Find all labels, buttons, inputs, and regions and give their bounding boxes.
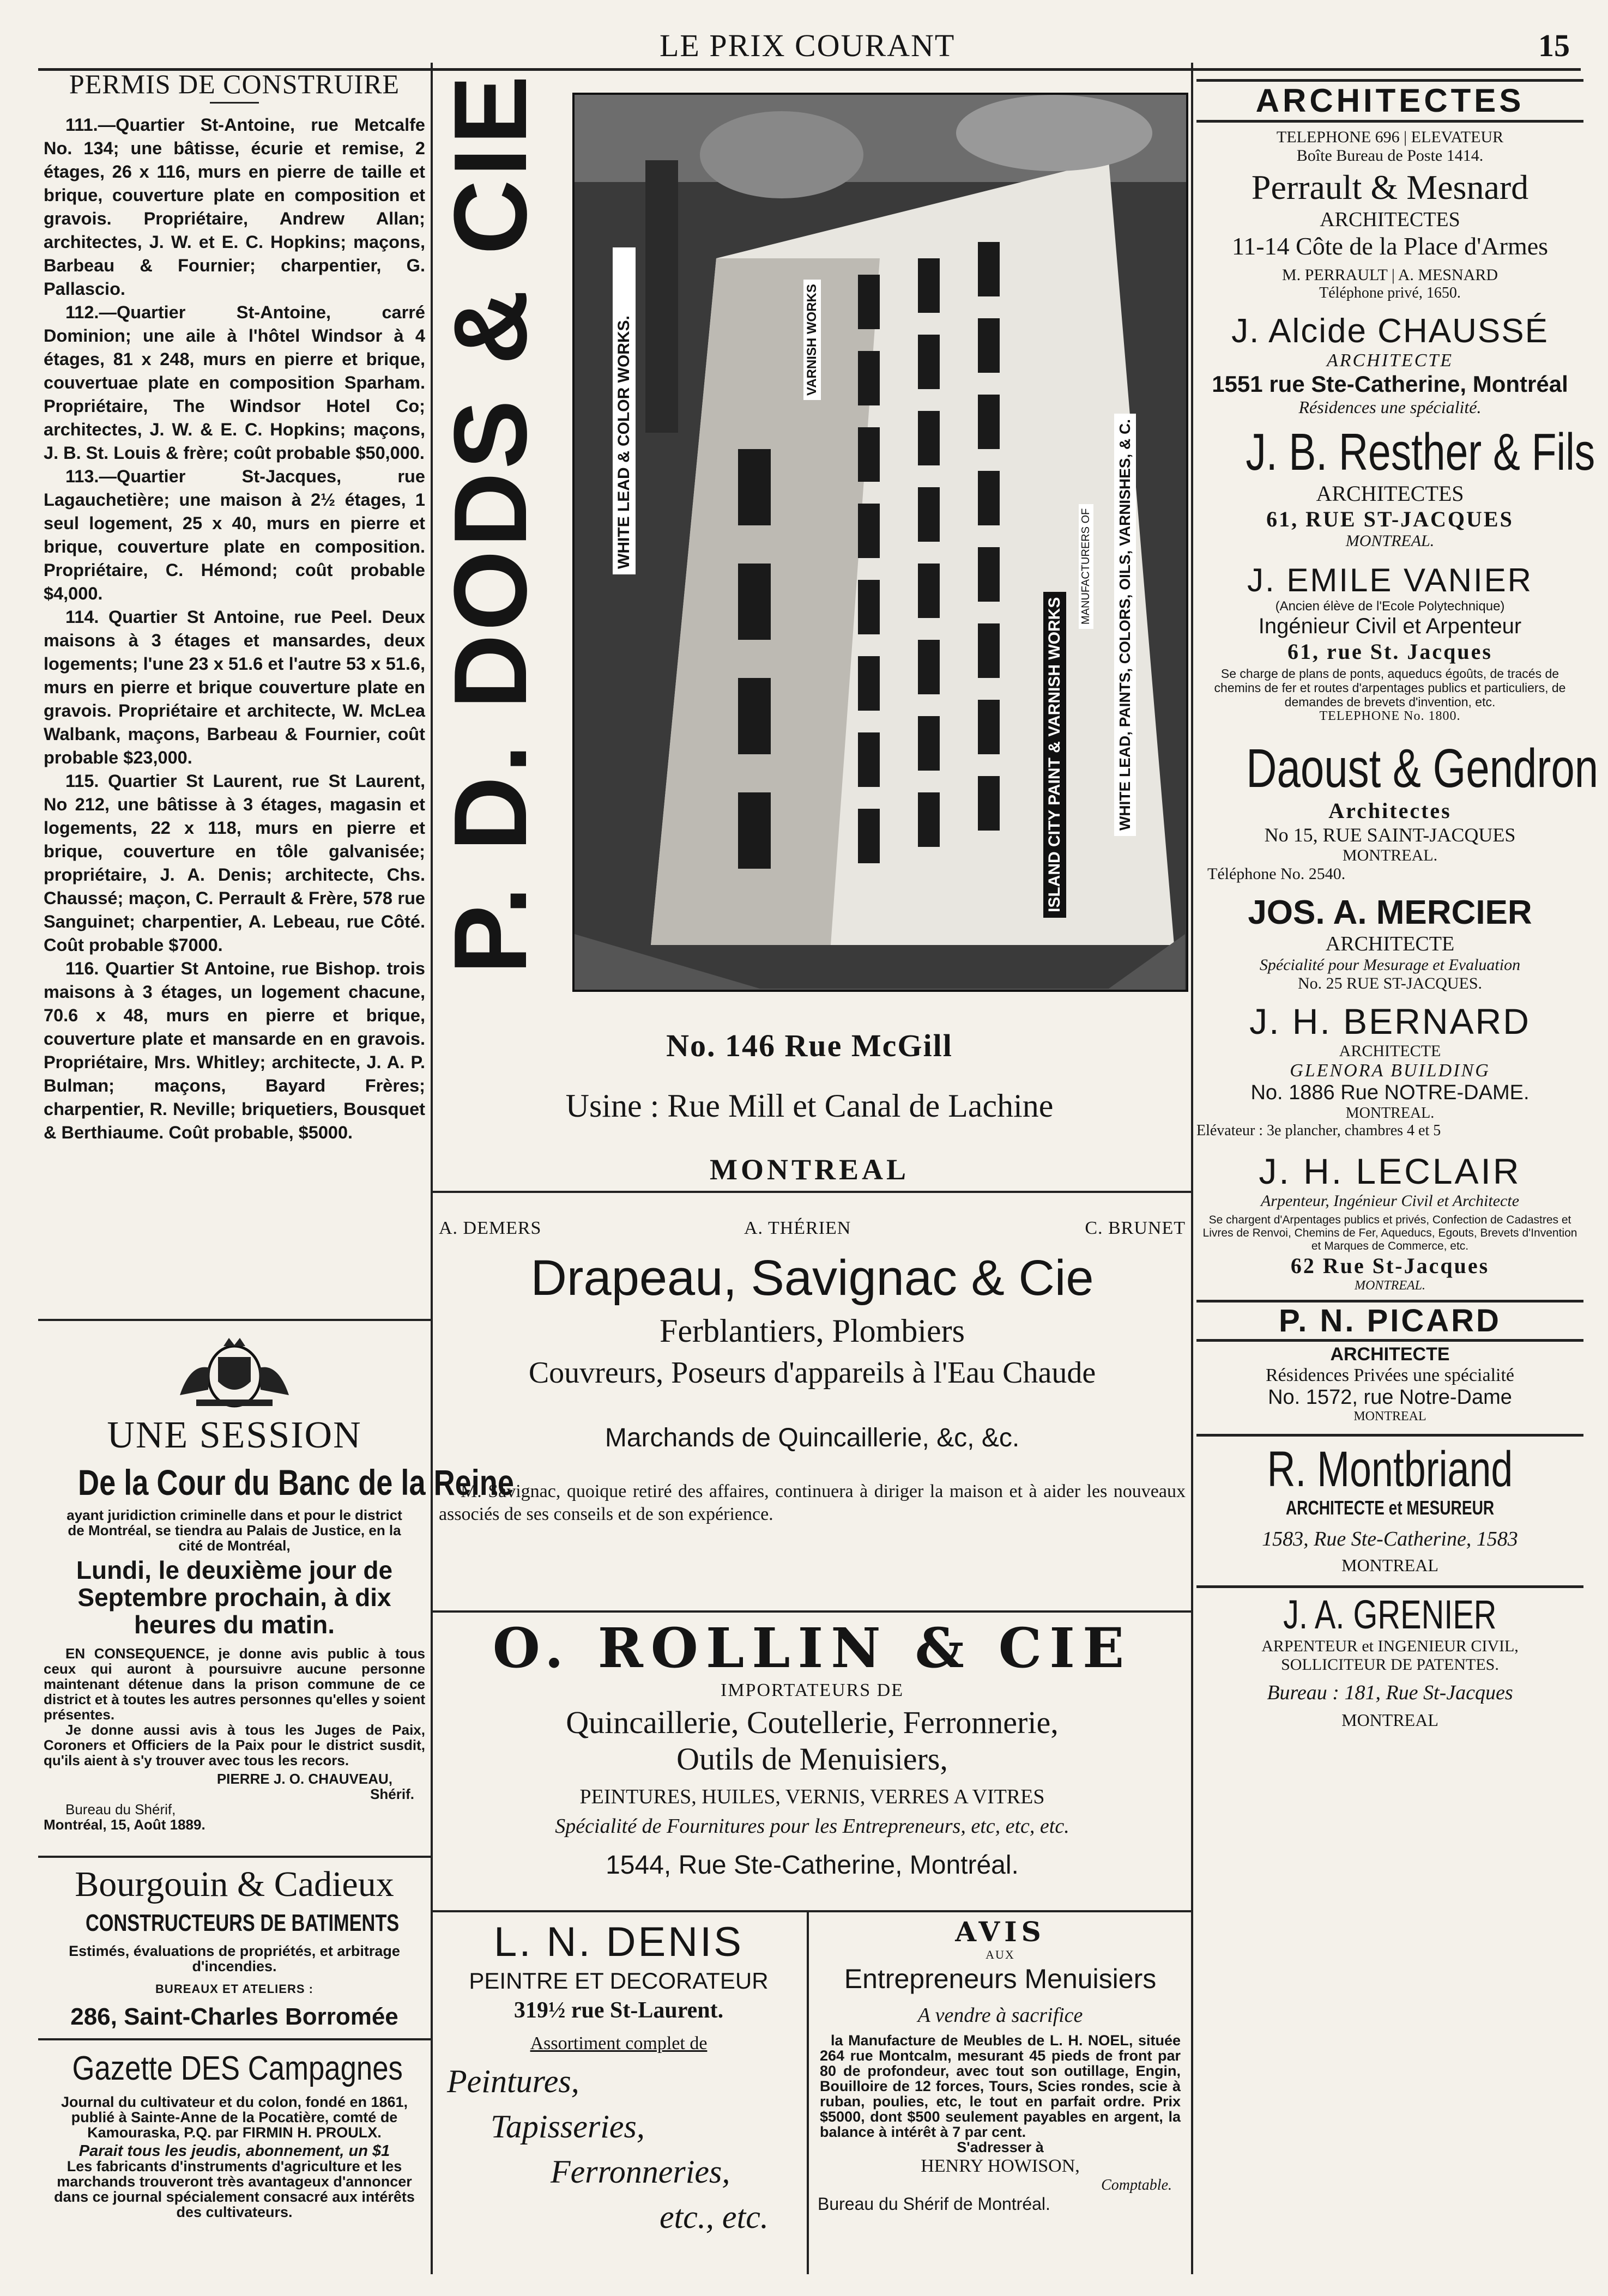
- denis-assortment: Assortiment complet de: [530, 2033, 708, 2053]
- dods-maker-sign: MANUFACTURERS OF: [1079, 504, 1093, 629]
- dods-factory-engraving: [572, 93, 1188, 992]
- grenier-title: ARPENTEUR et INGENIEUR CIVIL,: [1261, 1637, 1519, 1655]
- rule-center-1: [431, 1191, 1191, 1193]
- chausse-name: J. Alcide CHAUSSÉ: [1231, 312, 1549, 350]
- session-jurisdiction: ayant juridiction criminelle dans et pour le district de Montréal, se tiendra au Palais de Justice, en la cité de Montréal,: [67, 1507, 402, 1554]
- leclair-address: 62 Rue St-Jacques: [1290, 1253, 1490, 1278]
- montbriand-title: ARCHITECTE et MESUREUR: [1285, 1497, 1495, 1519]
- dods-name: P. D. DODS & CIE: [433, 72, 548, 974]
- mercier-ad: [1196, 893, 1583, 993]
- picard-address: No. 1572, rue Notre-Dame: [1268, 1386, 1512, 1409]
- denis-trade: PEINTRE ET DECORATEUR: [469, 1968, 769, 1994]
- grenier-ad: [1196, 1585, 1583, 1730]
- sheriff-bureau-date: Montréal, 15, Août 1889.: [44, 1816, 205, 1833]
- royal-arms-icon: [147, 1330, 322, 1411]
- denis-item: Tapisseries,: [491, 2109, 645, 2144]
- rollin-line2: Outils de Menuisiers,: [676, 1741, 948, 1777]
- grenier-address: Bureau : 181, Rue St-Jacques: [1267, 1681, 1513, 1704]
- resther-ad: [1196, 423, 1595, 550]
- rollin-ad: [439, 1616, 1186, 1880]
- bourgouin-offices: BUREAUX ET ATELIERS :: [155, 1982, 313, 1996]
- avis-contact-intro: S'adresser à: [957, 2139, 1044, 2155]
- daoust-title: Architectes: [1328, 798, 1452, 823]
- bernard-elevator: Elévateur : 3e plancher, chambres 4 et 5: [1196, 1122, 1441, 1139]
- architects-column: [1196, 79, 1599, 1730]
- session-court: De la Cour du Banc de la Reine: [78, 1462, 514, 1503]
- bernard-title: ARCHITECTE: [1339, 1042, 1441, 1060]
- column-rule-right: [1191, 63, 1193, 2274]
- rollin-address: 1544, Rue Ste-Catherine, Montréal.: [606, 1851, 1019, 1880]
- permit-entry: 116. Quartier St Antoine, rue Bishop. trois maisons à 3 étages, un logement chacune, 70.6 x 48, murs en pierre et brique, couverture plate et mansarde en en gravois. Propriétaire, Mrs. Whitley; architecte, J. A. P. Bulman; maçons, Bayard Frères; charpentier, R. Neville; briquetiers, Bousquet & Berthiaume. Coût probable, $5000.: [44, 959, 425, 1142]
- drapeau-trade1: Ferblantiers, Plombiers: [660, 1313, 965, 1349]
- resther-name: J. B. Resther & Fils: [1246, 423, 1595, 481]
- picard-specialty: Résidences Privées une spécialité: [1265, 1365, 1514, 1385]
- vanier-name: J. EMILE VANIER: [1247, 562, 1533, 598]
- daoust-phone: Téléphone No. 2540.: [1207, 865, 1346, 883]
- denis-ad: [431, 1918, 807, 2236]
- bourgouin-desc: Estimés, évaluations de propriétés, et arbitrage d'incendies.: [69, 1943, 400, 1974]
- denis-item: Ferronneries,: [551, 2154, 730, 2190]
- denis-address: 319½ rue St-Laurent.: [513, 1998, 724, 2023]
- chausse-ad: [1196, 312, 1583, 417]
- dods-side-sign: WHITE LEAD & COLOR WORKS.: [613, 247, 636, 574]
- session-consequence: EN CONSEQUENCE, je donne avis public à tous ceux qui auront à poursuivre aucune personne maintenant détenue dans la prison commune de ce district et à toutes les autres personnes qu'elles y soient présentes.: [44, 1645, 425, 1723]
- bourgouin-trade: CONSTRUCTEURS DE BATIMENTS: [86, 1910, 400, 1936]
- vanier-ad: [1196, 561, 1583, 724]
- avis-aux: AUX: [986, 1948, 1015, 1961]
- perrault-ad: [1196, 128, 1583, 302]
- bourgouin-ad: [44, 1864, 425, 2031]
- mercier-address: No. 25 RUE ST-JACQUES.: [1297, 974, 1483, 992]
- perrault-partners: M. PERRAULT | A. MESNARD: [1281, 266, 1498, 284]
- factory-illustration: [575, 95, 1186, 990]
- session-notice-text: Je donne aussi avis à tous les Juges de Paix, Coroners et Officiers de la Paix pour le district susdit, qu'ils aient à s'y trouver avec tous les recors.: [44, 1722, 425, 1768]
- mercier-name: JOS. A. MERCIER: [1248, 894, 1532, 931]
- session-notice: [44, 1330, 514, 1833]
- leclair-title: Arpenteur, Ingénieur Civil et Architecte: [1260, 1192, 1520, 1210]
- avis-contact-title: Comptable.: [1101, 2177, 1172, 2194]
- drapeau-merchants: Marchands de Quincaillerie, &c, &c.: [604, 1423, 1020, 1452]
- gazette-ad: [44, 2049, 425, 2220]
- montbriand-ad: [1196, 1434, 1583, 1576]
- partner-name: A. DEMERS: [439, 1218, 542, 1238]
- dods-city: MONTREAL: [709, 1153, 909, 1186]
- running-header: [38, 16, 1581, 71]
- montbriand-address: 1583, Rue Ste-Catherine, 1583: [1262, 1528, 1518, 1550]
- picard-city: MONTREAL: [1353, 1409, 1426, 1423]
- bernard-building: GLENORA BUILDING: [1290, 1061, 1490, 1081]
- rollin-line1: Quincaillerie, Coutellerie, Ferronnerie,: [566, 1705, 1059, 1740]
- drapeau-ad: [439, 1218, 1186, 1526]
- perrault-name: Perrault & Mesnard: [1251, 168, 1529, 207]
- left-column: [44, 68, 425, 1144]
- drapeau-trade2: Couvreurs, Poseurs d'appareils à l'Eau Chaude: [528, 1356, 1096, 1390]
- gazette-subscription: Parait tous les jeudis, abonnement, un $1: [78, 2142, 390, 2160]
- avis-body: la Manufacture de Meubles de L. H. NOEL, située 264 rue Montcalm, mesurant 45 pieds de front par 80 de profondeur, avec tout son outillage, Engin, Bouilloire de 12 forces, Tours, Scies rondes, scie à ruban, poulies, etc, le tout en parfait ordre. Prix $5000, dont $500 seulement payables en argent, la balance à intérêt à 7 par cent.: [820, 2032, 1181, 2140]
- drapeau-name: Drapeau, Savignac & Cie: [530, 1250, 1094, 1306]
- chausse-address: 1551 rue Ste-Catherine, Montréal: [1212, 371, 1568, 397]
- grenier-city: MONTREAL: [1341, 1710, 1438, 1730]
- dods-main-sign: ISLAND CITY PAINT & VARNISH WORKS: [1043, 592, 1066, 918]
- mercier-specialty: Spécialité pour Mesurage et Evaluation: [1259, 956, 1521, 974]
- avis-contact: HENRY HOWISON,: [921, 2156, 1080, 2176]
- vanier-phone: TELEPHONE No. 1800.: [1319, 709, 1461, 723]
- daoust-city: MONTREAL.: [1342, 846, 1438, 864]
- leclair-city: MONTREAL.: [1354, 1279, 1425, 1293]
- permit-entry: 113.—Quartier St-Jacques, rue Lagauchetière; une maison à 2½ étages, 1 seul logement, 25 x 40, murs en pierre et brique, couverture plate en composition. Propriétaire, C. Hémond; coût probable $4,000.: [44, 467, 425, 603]
- drapeau-partners: [439, 1218, 1186, 1245]
- perrault-phone-line: TELEPHONE 696 | ELEVATEUR: [1276, 128, 1504, 146]
- bernard-ad: [1196, 1001, 1583, 1140]
- rollin-specialty: Spécialité de Fournitures pour les Entrepreneurs, etc, etc, etc.: [555, 1815, 1069, 1838]
- daoust-address: No 15, RUE SAINT-JACQUES: [1264, 824, 1516, 846]
- chausse-specialty: Résidences une spécialité.: [1298, 397, 1482, 417]
- rule-center-2: [431, 1610, 1191, 1613]
- sheriff-signature: PIERRE J. O. CHAUVEAU,: [216, 1771, 392, 1787]
- dods-address: No. 146 Rue McGill: [666, 1028, 953, 1063]
- partner-name: C. BRUNET: [1085, 1218, 1186, 1238]
- bernard-name: J. H. BERNARD: [1249, 1001, 1531, 1041]
- bernard-city: MONTREAL.: [1345, 1105, 1435, 1122]
- rule-center-3: [431, 1910, 1191, 1912]
- mercier-title: ARCHITECTE: [1325, 932, 1455, 955]
- permit-entry: 111.—Quartier St-Antoine, rue Metcalfe No. 134; une bâtisse, écurie et remise, 2 étages, 26 x 116, murs en pierre de taille et brique, couverture plate en composition et gravois. Propriétaire, Andrew Allan; architectes, J. W. et E. C. Hopkins; maçons, Barbeau & Fournier; charpentier, G. Pallascio.: [44, 115, 425, 299]
- rollin-name: O. ROLLIN & CIE: [492, 1616, 1132, 1680]
- column-rule-bottom-center: [807, 1910, 809, 2274]
- leclair-ad: [1196, 1150, 1583, 1293]
- publication-title: LE PRIX COURANT: [660, 28, 956, 63]
- bernard-address: No. 1886 Rue NOTRE-DAME.: [1250, 1081, 1530, 1104]
- avis-sale: A vendre à sacrifice: [917, 2004, 1083, 2027]
- resther-city: MONTREAL.: [1345, 532, 1435, 550]
- resther-address: 61, RUE ST-JACQUES: [1266, 507, 1514, 531]
- permit-entry: 115. Quartier St Laurent, rue St Laurent, No 212, une bâtisse à 3 étages, magasin et logements, 22 x 118, murs en pierre et brique, couverture en tôle galvanisée; propriétaire, J. A. Denis; architecte, Chs. Chaussé; maçon, C. Perrault & Frère, 578 rue Sanguinet; charpentier, A. Lebeau, rue Côté. Coût probable $7000.: [44, 771, 425, 955]
- picard-title: ARCHITECTE: [1330, 1344, 1450, 1365]
- montbriand-city: MONTREAL: [1341, 1555, 1438, 1575]
- avis-title: AVIS: [955, 1916, 1045, 1948]
- rule-left-1: [38, 1319, 431, 1321]
- sheriff-title: Shérif.: [370, 1786, 414, 1802]
- drapeau-note: M. Savignac, quoique retiré des affaires, continuera à diriger la maison et à aider les nouveaux associés de ses conseils et de son expérience.: [439, 1481, 1186, 1524]
- gazette-desc: Journal du cultivateur et du colon, fondé en 1861, publié à Sainte-Anne de la Pocatière, comté de Kamouraska, P.Q. par FIRMIN H. PROULX.: [61, 2094, 408, 2141]
- sheriff-bureau: Bureau du Shérif,: [65, 1801, 176, 1818]
- session-heading: UNE SESSION: [107, 1414, 362, 1456]
- dods-products-sign: WHITE LEAD, PAINTS, COLORS, OILS, VARNISHES, & C.: [1114, 414, 1136, 836]
- chausse-title: ARCHITECTE: [1326, 350, 1454, 371]
- dods-roof-sign: VARNISH WORKS: [803, 280, 821, 400]
- rollin-importers: IMPORTATEURS DE: [721, 1680, 904, 1700]
- vanier-note: (Ancien élève de l'Ecole Polytechnique): [1275, 599, 1505, 614]
- denis-name: L. N. DENIS: [494, 1919, 743, 1965]
- picard-ad: [1196, 1300, 1583, 1424]
- gazette-title: Gazette DES Campagnes: [72, 2050, 403, 2087]
- perrault-phone: Téléphone privé, 1650.: [1319, 284, 1461, 301]
- grenier-name: J. A. GRENIER: [1283, 1592, 1497, 1637]
- denis-item: Peintures,: [447, 2063, 579, 2099]
- daoust-name: Daoust & Gendron: [1246, 738, 1599, 799]
- picard-name: P. N. PICARD: [1196, 1300, 1583, 1342]
- rule-left-2: [38, 1856, 431, 1858]
- perrault-box: Boîte Bureau de Poste 1414.: [1296, 147, 1484, 165]
- grenier-title2: SOLLICITEUR DE PATENTES.: [1281, 1656, 1499, 1674]
- resther-title: ARCHITECTES: [1316, 481, 1464, 506]
- permit-entry: 114. Quartier St Antoine, rue Peel. Deux maisons à 3 étages et mansardes, deux logements; l'une 23 x 51.6 et l'autre 53 x 51.6, murs en pierre et brique couverture plate en gravois. Propriétaire et architecte, W. McLea Walbank, maçons, Barbeau & Fournier, coût probable $23,000.: [44, 607, 425, 767]
- permit-entry: 112.—Quartier St-Antoine, carré Dominion; une aile à l'hôtel Windsor à 4 étages, 81 x 248, murs en pierre et brique, couvertuae plate en composition Sparham. Propriétaire, The Windsor Hotel Co; architectes, J. W. & E. C. Hopkins; maçons, J. B. St. Louis & frère; coût probable $50,000.: [44, 302, 425, 463]
- gazette-pitch: Les fabricants d'instruments d'agriculture et les marchands trouveront très avantageux d'annoncer dans ce journal spécialement consacré aux intérêts des cultivateurs.: [54, 2158, 415, 2220]
- permis-title: PERMIS DE CONSTRUIRE: [69, 69, 400, 99]
- partner-name: A. THÉRIEN: [744, 1218, 851, 1238]
- avis-ad: [812, 1916, 1188, 2214]
- perrault-address: 11-14 Côte de la Place d'Armes: [1231, 232, 1549, 260]
- leclair-desc: Se chargent d'Arpentages publics et privés, Confection de Cadastres et Livres de Renvoi, Chemins de Fer, Aqueducs, Egouts, Brevets d'Invention et Marques de Commerce, etc.: [1202, 1214, 1577, 1252]
- rollin-line3: PEINTURES, HUILES, VERNIS, VERRES A VITRES: [579, 1785, 1045, 1808]
- avis-bureau: Bureau du Shérif de Montréal.: [818, 2194, 1050, 2214]
- bourgouin-address: 286, Saint-Charles Borromée: [70, 2003, 398, 2030]
- page-number: 15: [1538, 28, 1570, 63]
- session-date: Lundi, le deuxième jour de Septembre prochain, à dix heures du matin.: [76, 1556, 393, 1639]
- rule-left-3: [38, 2038, 431, 2040]
- avis-to: Entrepreneurs Menuisiers: [844, 1964, 1157, 1994]
- vanier-address: 61, rue St. Jacques: [1287, 639, 1492, 664]
- denis-item: etc., etc.: [660, 2199, 769, 2235]
- perrault-title: ARCHITECTES: [1320, 208, 1460, 231]
- vanier-title: Ingénieur Civil et Arpenteur: [1258, 614, 1522, 638]
- montbriand-name: R. Montbriand: [1267, 1441, 1513, 1497]
- bourgouin-name: Bourgouin & Cadieux: [75, 1864, 394, 1904]
- vanier-desc: Se charge de plans de ponts, aqueducs égoûts, de tracés de chemins de fer et routes d'arpentages publics et particuliers, de demandes de brevets d'invention, etc.: [1214, 667, 1566, 709]
- leclair-name: J. H. LECLAIR: [1259, 1151, 1521, 1191]
- daoust-ad: [1196, 738, 1599, 883]
- permis-title-rule: [210, 102, 259, 104]
- architects-heading: ARCHITECTES: [1196, 79, 1583, 123]
- dods-factory: Usine : Rue Mill et Canal de Lachine: [565, 1088, 1054, 1124]
